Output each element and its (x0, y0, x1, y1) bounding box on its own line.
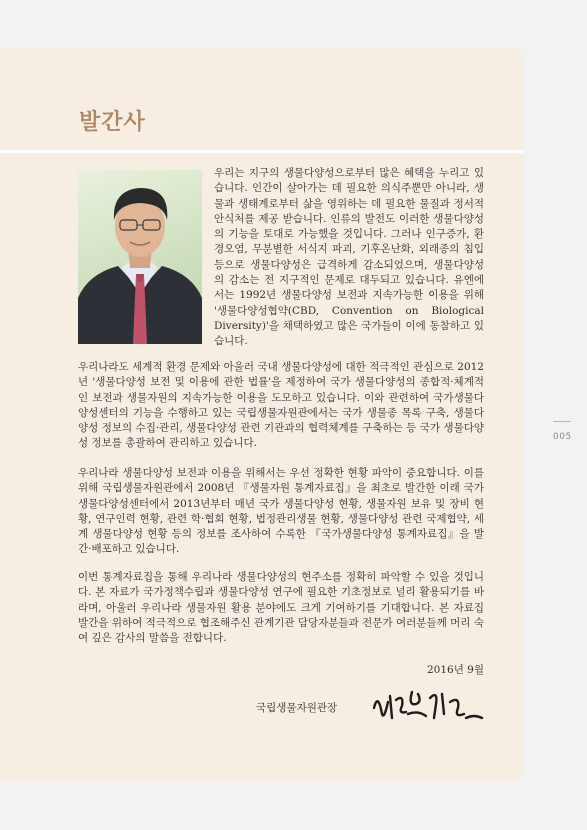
publication-date: 2016년 9월 (426, 664, 484, 676)
page-number: 005 (553, 432, 572, 442)
handwritten-signature (368, 684, 488, 732)
page-number-tick (553, 421, 571, 422)
title-divider (0, 150, 523, 153)
paragraph-closing-thanks: 이번 통계자료집을 통해 우리나라 생물다양성의 현주소를 정확히 파악할 수 있을 것입니다. 본 자료가 국가정책수립과 생물다양성 연구에 필요한 기초정보로 널리 활용되기를 바라며, 아울러 우리나라 생물자원 활용 분야에도 크게 기여하기를 기대합니다. 본 자료집 발간을 위하여 적극적으로 협조해주신 관계기관 담당자분들과 전문가 여러분들께 머리 숙여 깊은 감사의 말씀을 전합니다. (78, 571, 484, 645)
paragraph-national-policy: 우리나라도 세계적 환경 문제와 아울러 국내 생물다양성에 대한 적극적인 관심으로 2012년 '생물다양성 보전 및 이용에 관한 법률'을 제정하여 국가 생물다양성의 종합적·체계적인 보전과 생물자원의 지속가능한 이용을 도모하고 있습니다. 이와 관련하여 국가생물다양성센터의 기능을 수행하고 있는 국립생물자원관에서는 국가 생물종 목록 구축, 생물다양성 정보의 수집·관리, 생물다양성 관련 기관과의 협력체계를 구축하는 등 국가 생물다양성 정보를 총괄하여 관리하고 있습니다. (78, 361, 484, 450)
paragraph-biodiversity-intro: 우리는 지구의 생물다양성으로부터 많은 혜택을 누리고 있습니다. 인간이 살아가는 데 필요한 의식주뿐만 아니라, 생물과 생태계로부터 삶을 영위하는 데 필요한 물질과 정서적 안식처를 제공 받습니다. 인류의 발전도 이러한 생물다양성의 기능을 토대로 가능했을 것입니다. 그러나 인구증가, 환경오염, 무분별한 서식지 파괴, 기후온난화, 외래종의 침입 등으로 생물다양성은 급격하게 감소되었으며, 생물다양성의 감소는 전 지구적인 문제로 대두되고 있습니다. 유엔에서는 1992년 생물다양성 보전과 지속가능한 이용을 위해 '생물다양성협약(CBD, Convention on Biological Diversity)'을 채택하였고 많은 국가들이 이에 동참하고 있습니다. (214, 167, 484, 348)
page-title: 발간사 (79, 110, 146, 135)
paragraph-statistics-history: 우리나라 생물다양성 보전과 이용을 위해서는 우선 정확한 현황 파악이 중요합니다. 이를 위해 국립생물자원관에서 2008년 『생물자원 통계자료집』을 최초로 발간한 이래 국가생물다양성센터에서 2013년부터 매년 국가 생물다양성 현황, 생물자원 보유 및 장비 현황, 연구인력 현황, 관련 학·협회 현황, 법정관리생물 현황, 생물다양성 관련 국제협약, 세계 생물다양성 현황 등의 정보를 조사하여 수록한 『국가생물다양성 통계자료집』을 발간·배포하고 있습니다. (78, 467, 484, 556)
signer-title: 국립생물자원관장 (256, 702, 338, 714)
director-portrait (78, 170, 202, 344)
